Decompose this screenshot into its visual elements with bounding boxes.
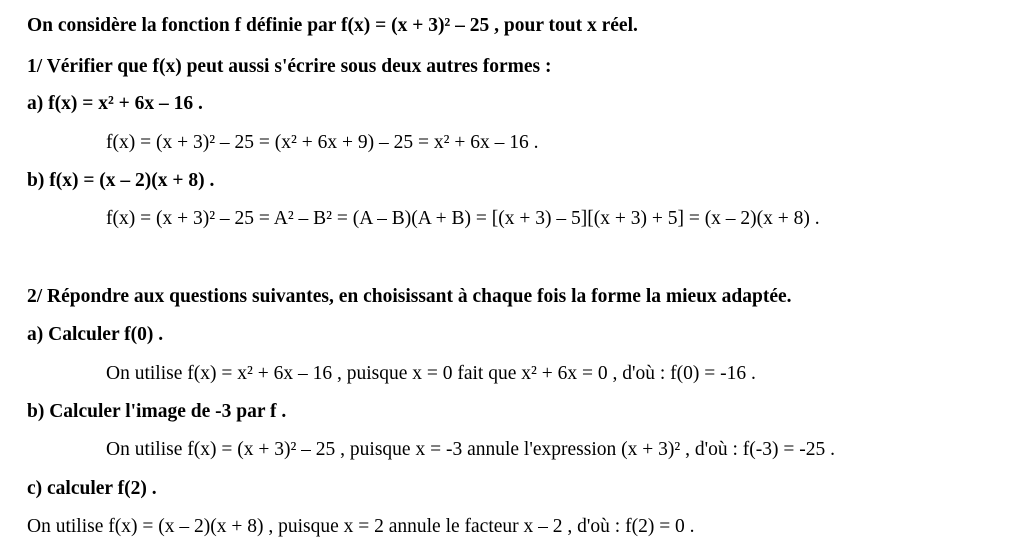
q2-c-answer: On utilise f(x) = (x – 2)(x + 8) , puisque x = 2 annule le facteur x – 2 , d'où : f(2) = 0 . — [27, 516, 695, 537]
q1-b-answer: f(x) = (x + 3)² – 25 = A² – B² = (A – B)(A + B) = [(x + 3) – 5][(x + 3) + 5] = (x – 2)(x + 8) . — [106, 208, 820, 229]
q1-heading: 1/ Vérifier que f(x) peut aussi s'écrire sous deux autres formes : — [27, 56, 552, 77]
q1-a-answer: f(x) = (x + 3)² – 25 = (x² + 6x + 9) – 25 = x² + 6x – 16 . — [106, 132, 539, 153]
q2-heading: 2/ Répondre aux questions suivantes, en choisissant à chaque fois la forme la mieux adaptée. — [27, 286, 792, 307]
q2-a-label: a) Calculer f(0) . — [27, 324, 164, 345]
q1-b-label: b) f(x) = (x – 2)(x + 8) . — [27, 170, 215, 191]
intro-statement: On considère la fonction f définie par f(x) = (x + 3)² – 25 , pour tout x réel. — [27, 15, 638, 36]
q1-a-label: a) f(x) = x² + 6x – 16 . — [27, 93, 203, 114]
q2-a-answer: On utilise f(x) = x² + 6x – 16 , puisque x = 0 fait que x² + 6x = 0 , d'où : f(0) = -16 . — [106, 363, 756, 384]
q2-c-label: c) calculer f(2) . — [27, 478, 157, 499]
q2-b-answer: On utilise f(x) = (x + 3)² – 25 , puisque x = -3 annule l'expression (x + 3)² , d'où : f(-3) = -25 . — [106, 439, 835, 460]
q2-b-label: b) Calculer l'image de -3 par f . — [27, 401, 287, 422]
